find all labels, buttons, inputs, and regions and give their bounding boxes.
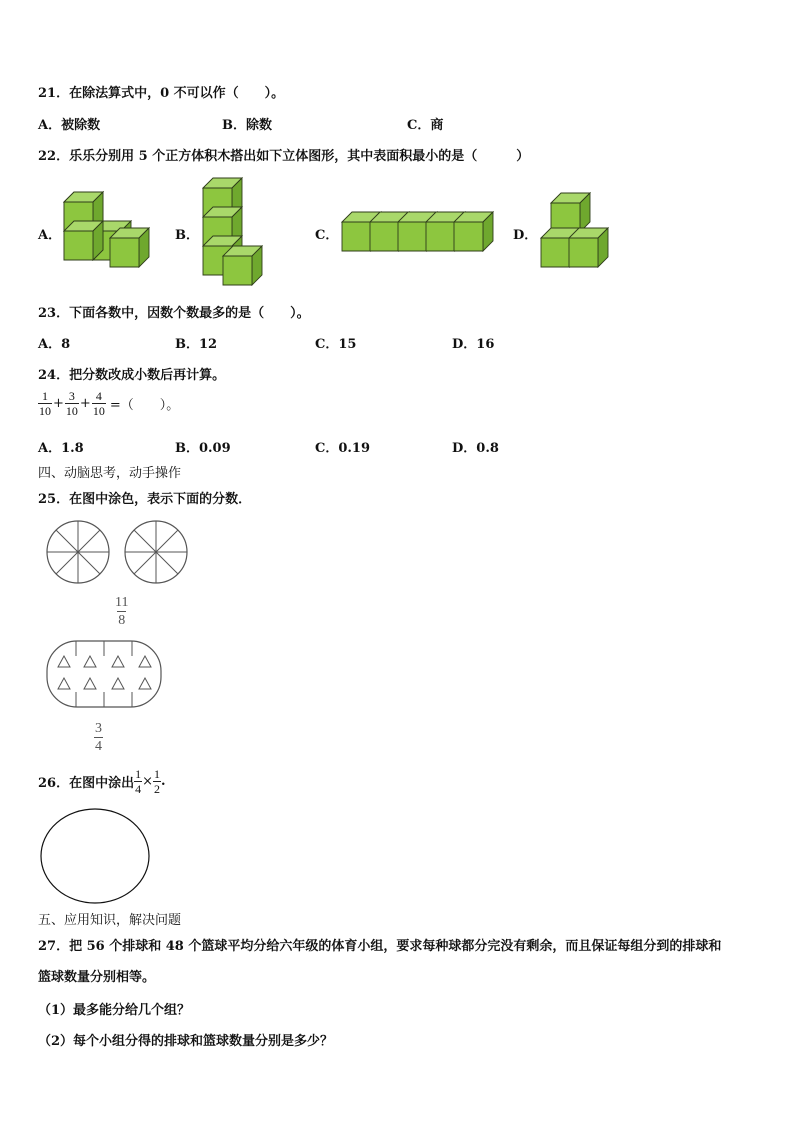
cube-c5 [454, 212, 493, 251]
fraction-1-10: $\frac{1}{10}$ [39, 389, 51, 418]
q22-option-c[interactable]: C． [315, 228, 339, 243]
q22-option-b[interactable]: B． [175, 228, 199, 243]
answer-blank[interactable]: =（ ）。 [109, 398, 180, 413]
q27-line1: 27．把 56 个排球和 48 个篮球平均分给六年级的体育小组，要求每种球都分完没有剩余，而且保证每组分到的排球和 [38, 939, 722, 954]
cube-b4 [223, 246, 262, 285]
q24-option-c[interactable]: C．0.19 [315, 441, 371, 456]
circle-eighths-left[interactable] [46, 520, 110, 584]
cube-d3 [569, 228, 608, 267]
q21-option-b[interactable]: B．除数 [222, 118, 272, 133]
q22-option-a[interactable]: A． [38, 228, 62, 243]
q26-text: 26．在图中涂出 $\frac{1}{4}$ × $\frac{1}{2}$ . [38, 767, 166, 796]
fraction-3-10: $\frac{3}{10}$ [65, 389, 78, 418]
circle-eighths-right[interactable] [124, 520, 188, 584]
q22-text: 22．乐乐分别用 5 个正方体积木搭出如下立体图形，其中表面积最小的是（ ） [38, 149, 530, 164]
q24-option-b[interactable]: B．0.09 [175, 441, 231, 456]
q23-option-a[interactable]: A．8 [38, 337, 71, 352]
fraction-11-8: $\frac{11}{8}$ [115, 595, 129, 628]
q27-sub2: （2）每个小组分得的排球和篮球数量分别是多少？ [38, 1034, 334, 1049]
plus-sign: + [79, 396, 91, 411]
q23-option-c[interactable]: C．15 [315, 337, 357, 352]
q23-option-d[interactable]: D．16 [452, 337, 495, 352]
cube-figure-a [0, 0, 794, 300]
q27-line2: 篮球数量分别相等。 [38, 970, 156, 985]
q21-option-c[interactable]: C．商 [407, 118, 444, 133]
q24-expression [38, 389, 179, 418]
cube-a4 [110, 228, 149, 267]
q27-sub1: （1）最多能分给几个组？ [38, 1003, 191, 1018]
ellipse-to-shade[interactable] [40, 808, 152, 904]
cube-d1 [551, 193, 590, 232]
rounded-rect-triangles[interactable] [46, 640, 162, 708]
q22-option-d[interactable]: D． [513, 228, 538, 243]
cube-a3b [64, 221, 103, 260]
q23-option-b[interactable]: B．12 [175, 337, 218, 352]
plus-sign: + [53, 396, 64, 411]
section-five-heading: 五、应用知识，解决问题 [38, 913, 182, 928]
q24-text: 24．把分数改成小数后再计算。 [38, 368, 226, 383]
q24-option-d[interactable]: D．0.8 [452, 441, 499, 456]
q21-text: 21．在除法算式中，0 不可以作（ ）。 [38, 86, 285, 101]
fraction-3-4: $\frac{3}{4}$ [95, 721, 102, 754]
q25-text: 25．在图中涂色，表示下面的分数． [38, 492, 252, 507]
fraction-4-10: $\frac{4}{10}$ [92, 389, 105, 418]
q24-option-a[interactable]: A．1.8 [38, 441, 84, 456]
q21-option-a[interactable]: A．被除数 [38, 118, 101, 133]
section-four-heading: 四、动脑思考，动手操作 [38, 466, 182, 481]
q23-text: 23．下面各数中，因数个数最多的是（ ）。 [38, 306, 310, 321]
